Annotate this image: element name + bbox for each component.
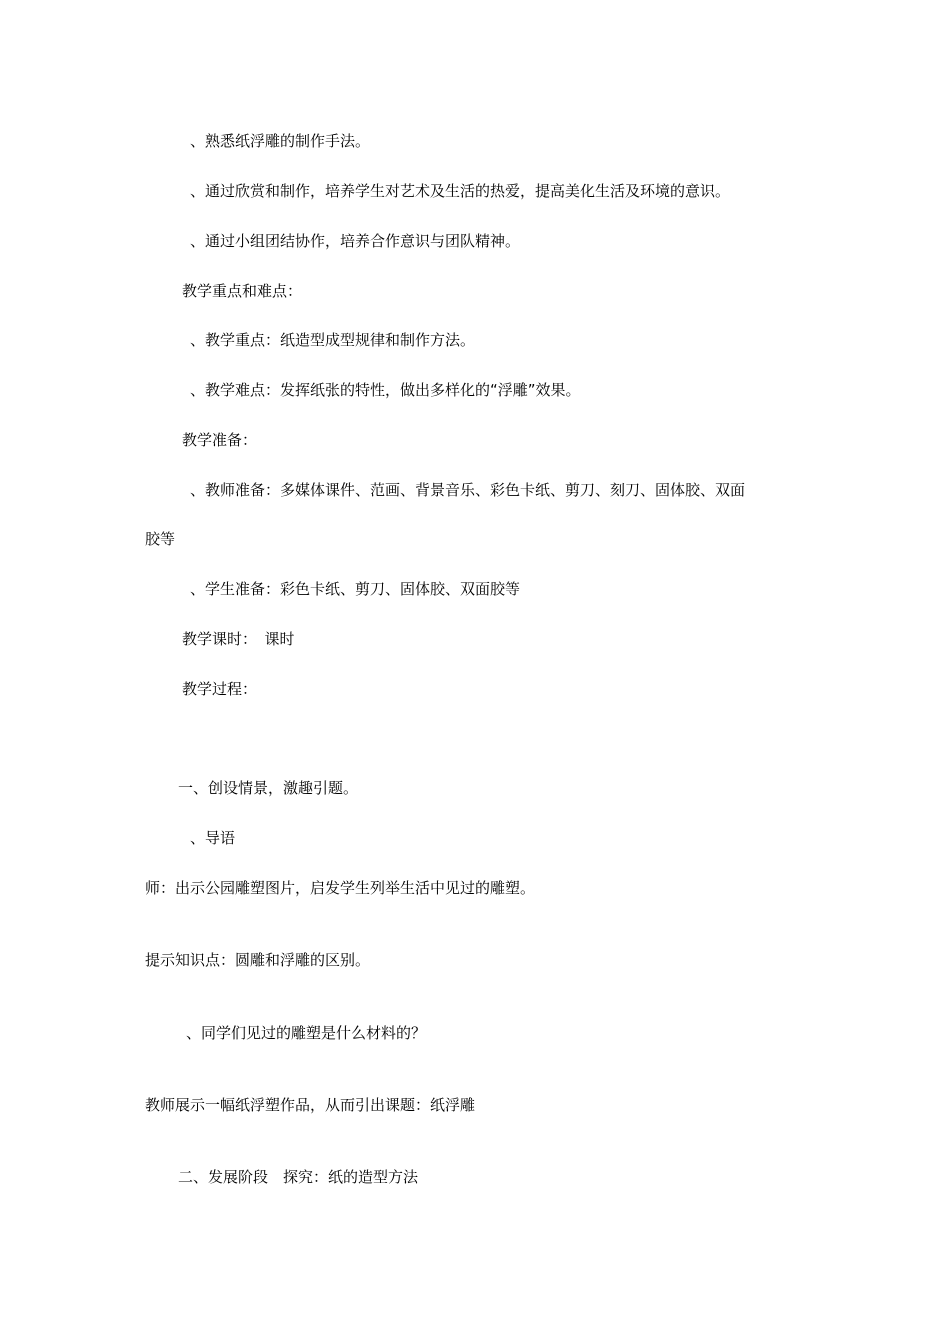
key-points-heading: 教学重点和难点：: [182, 282, 303, 300]
objective-line-2: 、通过欣赏和制作，培养学生对艺术及生活的热爱，提高美化生活及环境的意识。: [190, 182, 731, 200]
difficulty-line: 、教学难点：发挥纸张的特性，做出多样化的“浮雕”效果。: [190, 381, 581, 399]
teacher-preparation-line: 、教师准备：多媒体课件、范画、背景音乐、彩色卡纸、剪刀、刻刀、固体胶、双面: [190, 481, 746, 499]
lesson-hours-line: 教学课时： 课时: [182, 630, 295, 648]
preparation-heading: 教学准备：: [182, 431, 258, 449]
student-preparation-line: 、学生准备：彩色卡纸、剪刀、固体胶、双面胶等: [190, 580, 521, 598]
teacher-preparation-continuation: 胶等: [145, 530, 176, 548]
key-point-line: 、教学重点：纸造型成型规律和制作方法。: [190, 331, 476, 349]
section-one-heading: 一、创设情景，激趣引题。: [178, 779, 359, 797]
objective-line-3: 、通过小组团结协作，培养合作意识与团队精神。: [190, 232, 521, 250]
section-two-heading: 二、发展阶段 探究：纸的造型方法: [178, 1168, 419, 1186]
introduction-line: 、导语: [190, 829, 236, 847]
knowledge-hint-line: 提示知识点：圆雕和浮雕的区别。: [145, 951, 371, 969]
question-line: 、同学们见过的雕塑是什么材料的？: [186, 1024, 427, 1042]
topic-introduction-line: 教师展示一幅纸浮塑作品，从而引出课题：纸浮雕: [145, 1096, 476, 1114]
teaching-process-heading: 教学过程：: [182, 680, 258, 698]
objective-line-1: 、熟悉纸浮雕的制作手法。: [190, 132, 371, 150]
teacher-action-line: 师：出示公园雕塑图片，启发学生列举生活中见过的雕塑。: [145, 879, 536, 897]
